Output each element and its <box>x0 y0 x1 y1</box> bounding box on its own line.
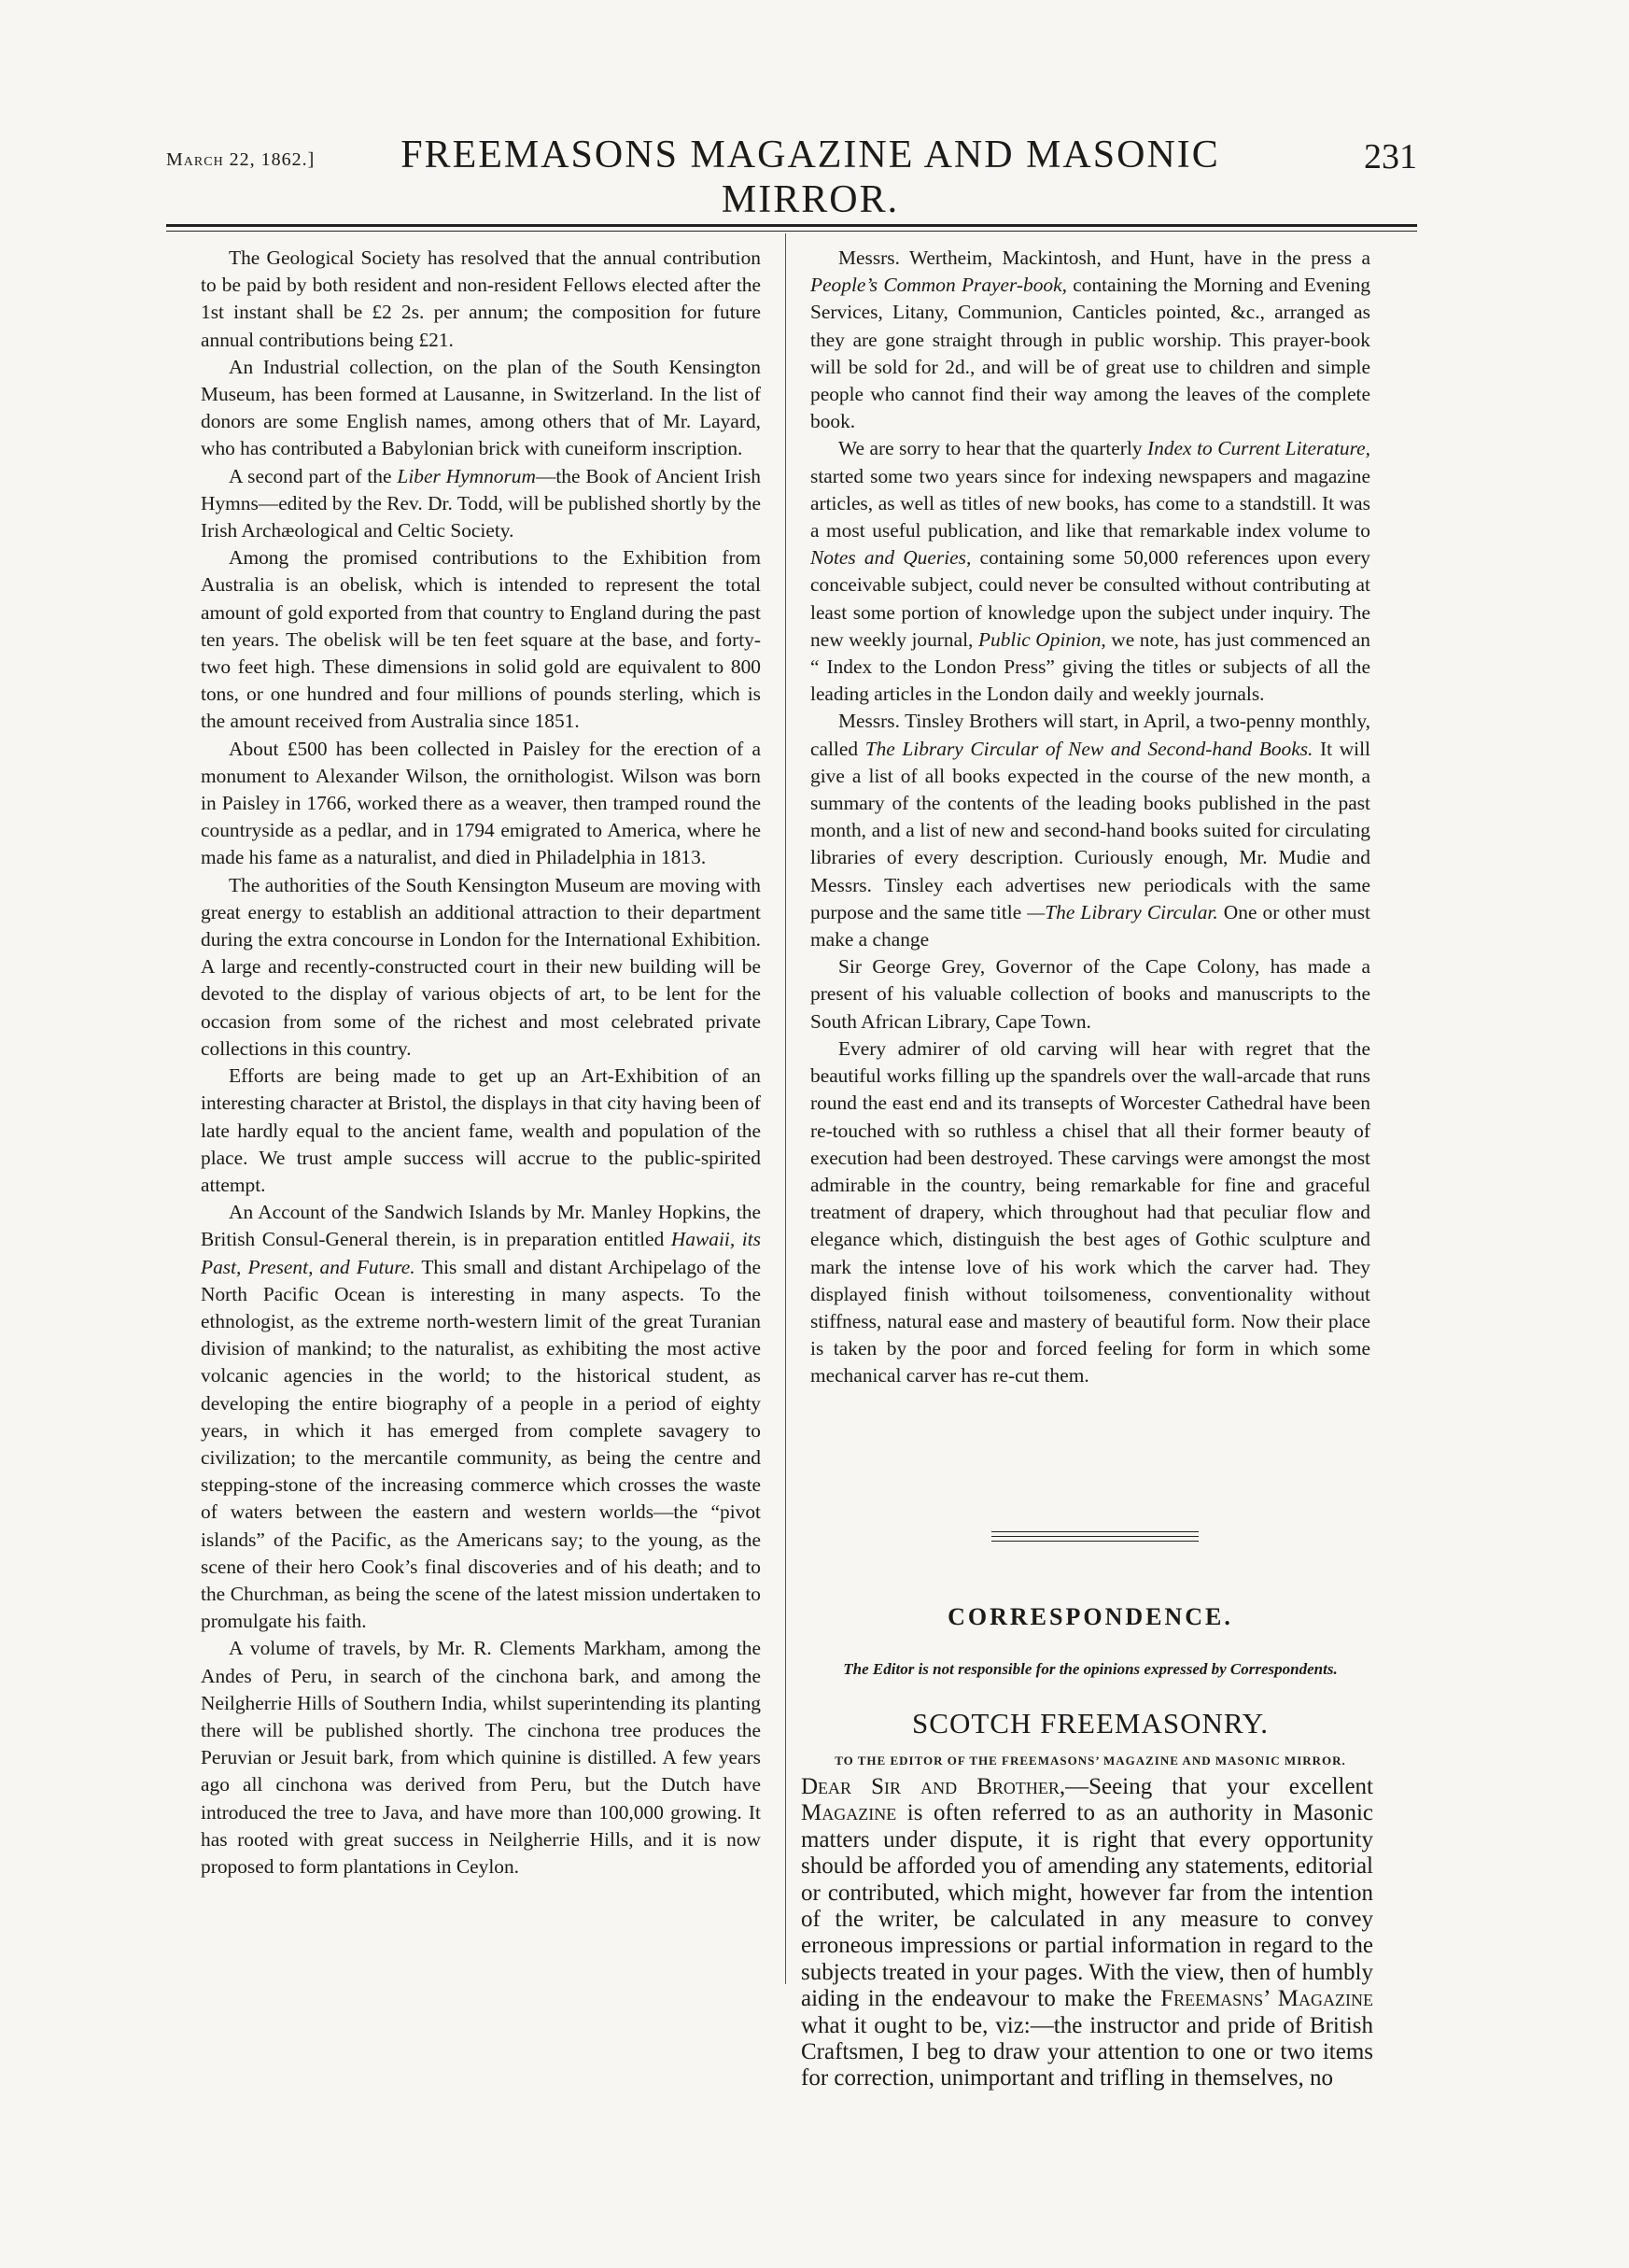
paragraph-bristol-exhibition: Efforts are being made to get up an Art-Exhibition of an interesting character at Bristol, the displays in that city having been of late hardly equal to the ancient fame, wealth and population of the place. We trust ample success will accrue to the public-spirited attempt. <box>201 1064 761 1196</box>
letter-salutation: Dear Sir and Brother, <box>801 1774 1066 1799</box>
paragraph-index-literature: We are sorry to hear that the quarterly Index to Current Literature, started some two years since for indexing newspapers and magazine articles, as well as titles of new books, has come to a standstill. It was a most useful publication, and like that remarkable index volume to Notes and Queries, containing some 50,000 references upon every conceivable subject, could never be consulted without contributing at least some portion of knowledge upon the subject under inquiry. The new weekly journal, Public Opinion, we note, has just commenced an “ Index to the London Press” giving the titles or subjects of all the leading articles in the London daily and weekly journals. <box>810 437 1370 706</box>
magazine-title: FREEMASONS MAGAZINE AND MASONIC MIRROR. <box>400 134 1220 221</box>
header-rule <box>166 224 1417 232</box>
page-header <box>166 129 1417 221</box>
paragraph-liber-hymnorum: A second part of the Liber Hymnorum—the Book of Ancient Irish Hymns—edited by the Rev. Dr. Todd, will be published shortly by the Irish Archæological and Celtic Society. <box>201 464 762 542</box>
editor-disclaimer: The Editor is not responsible for the opinions expressed by Correspondents. <box>843 1660 1338 1678</box>
paragraph-george-grey: Sir George Grey, Governor of the Cape Colony, has made a present of his valuable collection of books and manuscripts to the South African Library, Cape Town. <box>810 955 1370 1033</box>
letter-address: TO THE EDITOR OF THE FREEMASONS’ MAGAZINE AND MASONIC MIRROR. <box>835 1754 1346 1768</box>
paragraph-geological-society: The Geological Society has resolved that the annual contribution to be paid by both resident and non-resident Fellows elected after the 1st instant shall be £2 2s. per annum; the composition for future annual contributions being £21. <box>201 247 761 351</box>
issue-date: March 22, 1862.] <box>166 149 316 170</box>
paragraph-worcester-carving: Every admirer of old carving will hear with regret that the beautiful works filling up the spandrels over the wall-arcade that runs round the east end and its transepts of Worcester Cathedral have been re-touched with so ruthless a chisel that all their former beauty of execution had been destroyed. These carvings were amongst the most admirable in the country, being remarkable for fine and graceful treatment of drapery, which throughout had that peculiar flow and elegance which, distinguish the best ages of Gothic sculpture and mark the intense love of his work which the carver had. They displayed finish without toilsomeness, conventionality without stiffness, natural ease and mastery of beautiful form. Now their place is taken by the poor and forced feeling for form in which some mechanical carver has re-cut them. <box>810 1036 1370 1388</box>
article-title: SCOTCH FREEMASONRY. <box>912 1707 1269 1740</box>
paragraph-prayer-book: Messrs. Wertheim, Mackintosh, and Hunt, have in the press a People’s Common Prayer-book, containing the Morning and Evening Services, Litany, Communion, Canticles pointed, &c., arranged as they are gone straight through in public worship. This prayer-book will be sold for 2d., and will be of great use to children and simple people who cannot find their way among the leaves of the complete book. <box>810 247 1371 433</box>
paragraph-sandwich-islands: An Account of the Sandwich Islands by Mr. Manley Hopkins, the British Consul-General therein, is in preparation entitled Hawaii, its Past, Present, and Future. This small and distant Archipelago of the North Pacific Ocean is interesting in many aspects. To the ethnologist, as the extreme north-western limit of the great Turanian division of mankind; to the naturalist, as exhibiting the most active volcanic agencies in the world; to the historical student, as developing the entire biography of a people in a period of eighty years, in which it has emerged from complete savagery to civilization; to the mercantile community, as being the centre and stepping-stone of the increasing commerce which crosses the waste of waters between the eastern and western worlds—the “pivot islands” of the Pacific, as the Americans say; to the young, as the scene of their hero Cook’s final discoveries and of his death; and to the Churchman, as being the scene of the latest mission undertaken to promulgate his faith. <box>201 1201 761 1633</box>
correspondence-heading: CORRESPONDENCE. <box>948 1603 1233 1630</box>
paragraph-library-circular: Messrs. Tinsley Brothers will start, in April, a two-penny monthly, called The Library Circular of New and Second-hand Books. It will give a list of all books expected in the course of the new month, a summary of the contents of the leading books published in the past month, and a list of new and second-hand books suited for circulating libraries of every description. Curiously enough, Mr. Mudie and Messrs. Tinsley each advertises new periodicals with the same purpose and the same title —The Library Circular. One or other must make a change <box>810 710 1370 951</box>
paragraph-cinchona: A volume of travels, by Mr. R. Clements Markham, among the Andes of Peru, in search of the cinchona bark, and among the Neilgherrie Hills of Southern India, whilst superintending its planting there will be published shortly. The cinchona tree produces the Peruvian or Jesuit bark, from which quinine is distilled. A few years ago all cinchona was derived from Peru, but the Dutch have introduced the tree to Java, and have more than 100,000 growing. It has rooted with great success in Neilgherrie Hills, and it is now proposed to form plantations in Ceylon. <box>201 1637 761 1878</box>
paragraph-wilson-monument: About £500 has been collected in Paisley for the erection of a monument to Alexander Wilson, the ornithologist. Wilson was born in Paisley in 1766, worked there as a weaver, then tramped round the countryside as a pedlar, and in 1794 emigrated to America, where he made his fame as a naturalist, and died in Philadelphia in 1813. <box>201 737 761 869</box>
section-separator <box>991 1531 1199 1545</box>
left-column <box>201 245 761 1881</box>
column-divider <box>785 233 786 1984</box>
paragraph-south-kensington: The authorities of the South Kensington Museum are moving with great energy to establish an additional attraction to their department during the extra concourse in London for the International Exhibition. A large and recently-constructed court in their new building will be devoted to the display of various objects of art, to be lent for the occasion from some of the richest and most celebrated private collections in this country. <box>201 873 761 1060</box>
page-number: 231 <box>1364 137 1417 176</box>
paragraph-australian-obelisk: Among the promised contributions to the Exhibition from Australia is an obelisk, which is intended to represent the total amount of gold exported from that country to England during the past ten years. The obelisk will be ten feet square at the base, and forty-two feet high. These dimensions in solid gold are equivalent to 800 tons, or one hundred and four millions of pounds sterling, which is the amount received from Australia since 1851. <box>201 546 761 733</box>
paragraph-lausanne-collection: An Industrial collection, on the plan of the South Kensington Museum, has been formed at Lausanne, in Switzerland. In the list of donors are some English names, among others that of Mr. Layard, who has contributed a Babylonian brick with cuneiform inscription. <box>201 355 761 460</box>
right-column <box>810 245 1370 1390</box>
letter-body: Dear Sir and Brother,—Seeing that your excellent Magazine is often referred to as an authority in Masonic matters under dispute, it is right that every opportunity should be afforded you of amending any statements, editorial or contributed, which might, however far from the intention of the writer, be calculated in any measure to convey erroneous impressions or partial information in regard to the subjects treated in your pages. With the view, then of humbly aiding in the endeavour to make the Freemasns’ Magazine what it ought to be, viz:—the instructor and pride of British Craftsmen, I beg to draw your attention to one or two items for correction, unimportant and trifling in themselves, no <box>801 1774 1373 2092</box>
